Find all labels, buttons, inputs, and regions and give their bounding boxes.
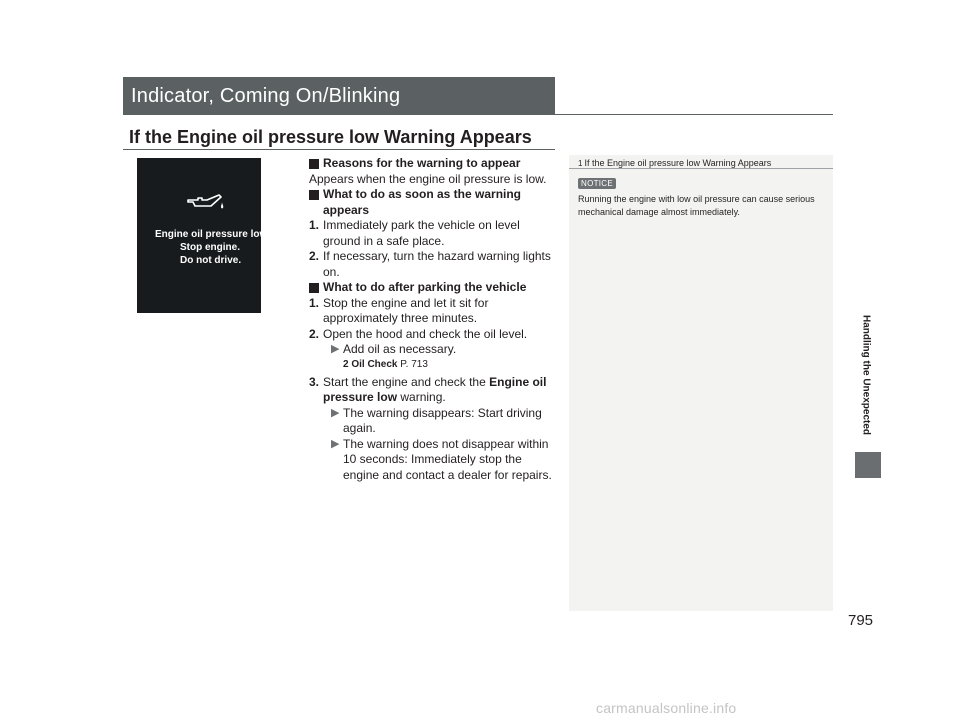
page-subtitle: If the Engine oil pressure low Warning Appears <box>129 127 532 147</box>
asap-step-1 <box>309 218 559 249</box>
warning-display-image <box>137 158 270 313</box>
oil-can-icon <box>185 190 225 214</box>
step-number: 1. <box>309 218 320 232</box>
step-number: 2. <box>309 249 320 263</box>
asap-heading: What to do as soon as the warning appears <box>309 187 559 218</box>
display-line-3: Do not drive. <box>180 255 242 266</box>
page-number: 795 <box>848 612 874 629</box>
header-rule <box>123 114 833 115</box>
after-step-1 <box>309 296 559 327</box>
result-text: The warning disappears: Start driving again. <box>343 405 542 435</box>
side-note-title: If the Engine oil pressure low Warning Appears <box>584 158 772 168</box>
step-number: 3. <box>309 374 320 389</box>
step-bold-text: Engine oil pressure low <box>323 374 547 404</box>
subtitle-rule <box>123 149 555 150</box>
instructions <box>309 156 559 483</box>
result-2 <box>309 437 559 484</box>
side-note-panel <box>569 155 833 611</box>
arrow-icon: ▶ <box>331 437 340 450</box>
side-note-rule <box>569 168 833 169</box>
display-line-2: Stop engine. <box>180 242 240 253</box>
reference-page: P. 713 <box>400 358 428 370</box>
side-note-heading <box>578 158 771 168</box>
watermark: carmanualsonline.info <box>596 700 737 716</box>
reasons-heading: Reasons for the warning to appear <box>309 156 559 172</box>
step-text: Start the engine and check the <box>323 374 490 389</box>
after-step-2 <box>309 327 559 343</box>
add-oil-text: Add oil as necessary. <box>343 342 457 356</box>
notice-badge: NOTICE <box>578 178 616 189</box>
step-number: 2. <box>309 326 320 341</box>
reference-label[interactable]: Oil Check <box>351 358 398 370</box>
display-line-1: Engine oil pressure low. <box>155 229 270 240</box>
arrow-icon: ▶ <box>331 343 340 355</box>
step-text: Open the hood and check the oil level. <box>323 326 528 341</box>
reference-icon: 2 <box>343 358 349 370</box>
result-1 <box>309 406 559 437</box>
arrow-icon: ▶ <box>331 406 340 419</box>
step-text: Immediately park the vehicle on level ground in a safe place. <box>323 218 520 248</box>
result-text: The warning does not disappear within 10 seconds: Immediately stop the engine and contact a dealer for repairs. <box>343 436 552 482</box>
asap-step-2 <box>309 249 559 280</box>
step-3 <box>309 375 559 406</box>
note-icon: 1 <box>578 159 583 168</box>
side-note-body: Running the engine with low oil pressure can cause serious mechanical damage almost immediately. <box>578 194 815 217</box>
step-number: 1. <box>309 295 320 310</box>
step-text-end: warning. <box>397 390 446 404</box>
add-oil-result <box>309 342 559 358</box>
step-text: If necessary, turn the hazard warning lights on. <box>323 249 551 279</box>
step-text: Stop the engine and let it sit for approximately three minutes. <box>323 295 489 325</box>
section-tab-marker <box>855 452 881 478</box>
reasons-text: Appears when the engine oil pressure is low. <box>309 171 547 186</box>
section-title: Indicator, Coming On/Blinking <box>131 85 401 107</box>
oil-check-reference[interactable] <box>309 358 559 372</box>
after-heading: What to do after parking the vehicle <box>309 280 559 296</box>
section-tab-label: Handling the Unexpected <box>860 314 872 435</box>
